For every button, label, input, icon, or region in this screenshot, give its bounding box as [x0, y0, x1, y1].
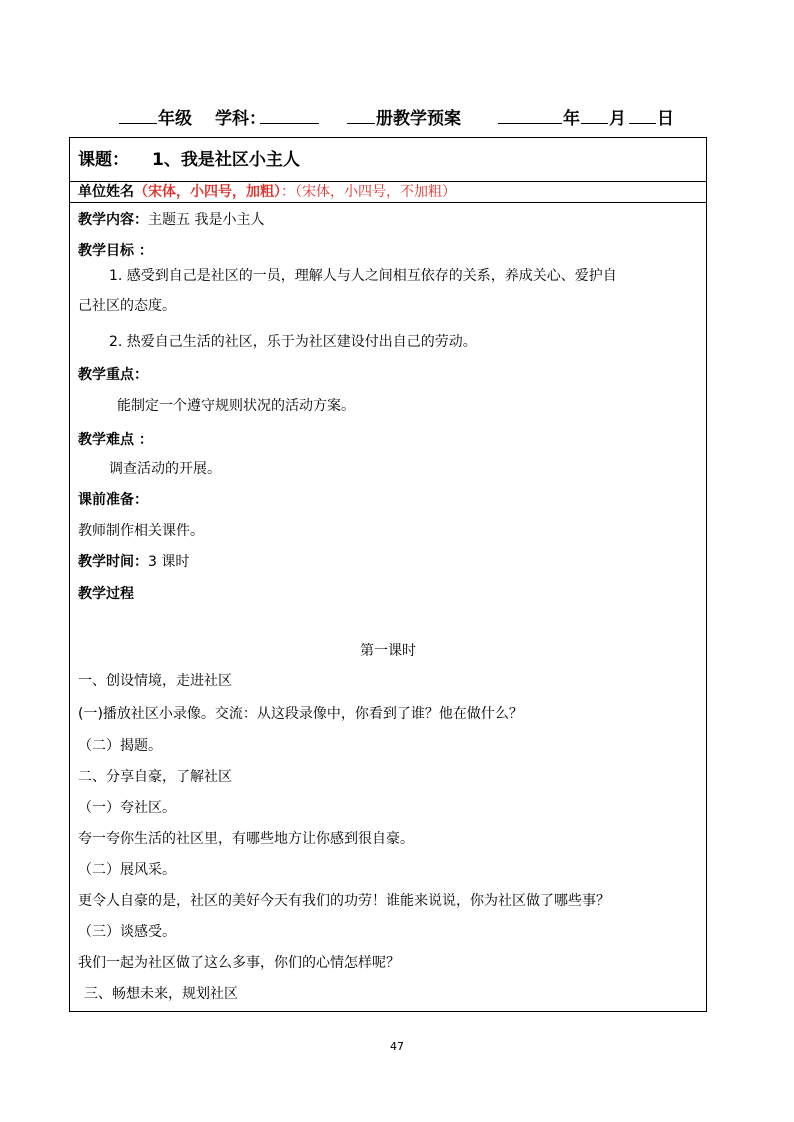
- time-value: 3 课时: [148, 554, 190, 570]
- book-label: 册教学预案: [376, 109, 461, 129]
- unit-bold-note: （宋体，小四号，加粗）: [134, 184, 281, 200]
- lesson-title: 1、我是社区小主人: [152, 150, 300, 170]
- process-line: （三）谈感受。: [78, 924, 176, 940]
- process-line: 夸一夸你生活的社区里，有哪些地方让你感到很自豪。: [78, 831, 414, 847]
- difficulties-label: 教学难点 ：: [78, 432, 153, 448]
- process-label: 教学过程: [78, 586, 134, 602]
- lesson-title-label: 课题：: [78, 150, 129, 170]
- page-number: 47: [390, 1040, 404, 1053]
- month-label: 月: [609, 109, 626, 129]
- year-label: 年: [563, 109, 580, 129]
- goals-label: 教学目标 ：: [78, 243, 153, 259]
- grade-blank: [119, 104, 157, 124]
- content-value: 主题五 我是小主人: [148, 212, 265, 228]
- goal-1-line-1: 1. 感受到自己是社区的一员，理解人与人之间相互依存的关系，养成关心、爱护自: [109, 268, 617, 284]
- preparation-value: 教师制作相关课件。: [78, 523, 204, 539]
- lesson-title-row: [70, 138, 706, 182]
- process-line: (一)播放社区小录像。交流：从这段录像中，你看到了谁？他在做什么？: [78, 706, 523, 722]
- process-line: （二）展风采。: [78, 862, 176, 878]
- book-blank: [347, 104, 375, 124]
- difficulties-value: 调查活动的开展。: [109, 461, 221, 477]
- goal-2: 2. 热爱自己生活的社区，乐于为社区建设付出自己的劳动。: [109, 334, 477, 350]
- process-line: 三、畅想未来，规划社区: [84, 986, 238, 1002]
- preparation-label: 课前准备：: [78, 492, 148, 508]
- unit-name-row: [70, 182, 706, 203]
- year-blank: [498, 104, 562, 124]
- process-line: 我们一起为社区做了这么多事，你们的心情怎样呢？: [78, 955, 400, 971]
- day-label: 日: [657, 109, 674, 129]
- session-heading: 第一课时: [360, 643, 416, 659]
- content-label: 教学内容：: [78, 212, 148, 228]
- unit-colon: ：: [281, 184, 295, 200]
- key-points-label: 教学重点：: [78, 367, 148, 383]
- key-points-value: 能制定一个遵守规则状况的活动方案。: [117, 398, 355, 414]
- process-line: 一、创设情境，走进社区: [78, 673, 232, 689]
- subject-label: 学科：: [215, 109, 266, 129]
- process-line: （二）揭题。: [78, 738, 162, 754]
- goal-1-line-2: 己社区的态度。: [78, 298, 176, 314]
- process-line: （一）夸社区。: [78, 800, 176, 816]
- subject-blank: [260, 104, 319, 124]
- unit-normal-note: （宋体，小四号，不加粗）: [295, 184, 456, 200]
- time-label: 教学时间：: [78, 554, 148, 570]
- day-blank: [629, 104, 656, 124]
- process-line: 更令人自豪的是，社区的美好今天有我们的功劳！谁能来说说，你为社区做了哪些事？: [78, 893, 610, 909]
- process-line: 二、分享自豪，了解社区: [78, 769, 232, 785]
- grade-label: 年级: [158, 109, 192, 129]
- lesson-plan-table: [69, 137, 707, 1012]
- unit-name-label: 单位姓名: [78, 184, 134, 200]
- month-blank: [581, 104, 608, 124]
